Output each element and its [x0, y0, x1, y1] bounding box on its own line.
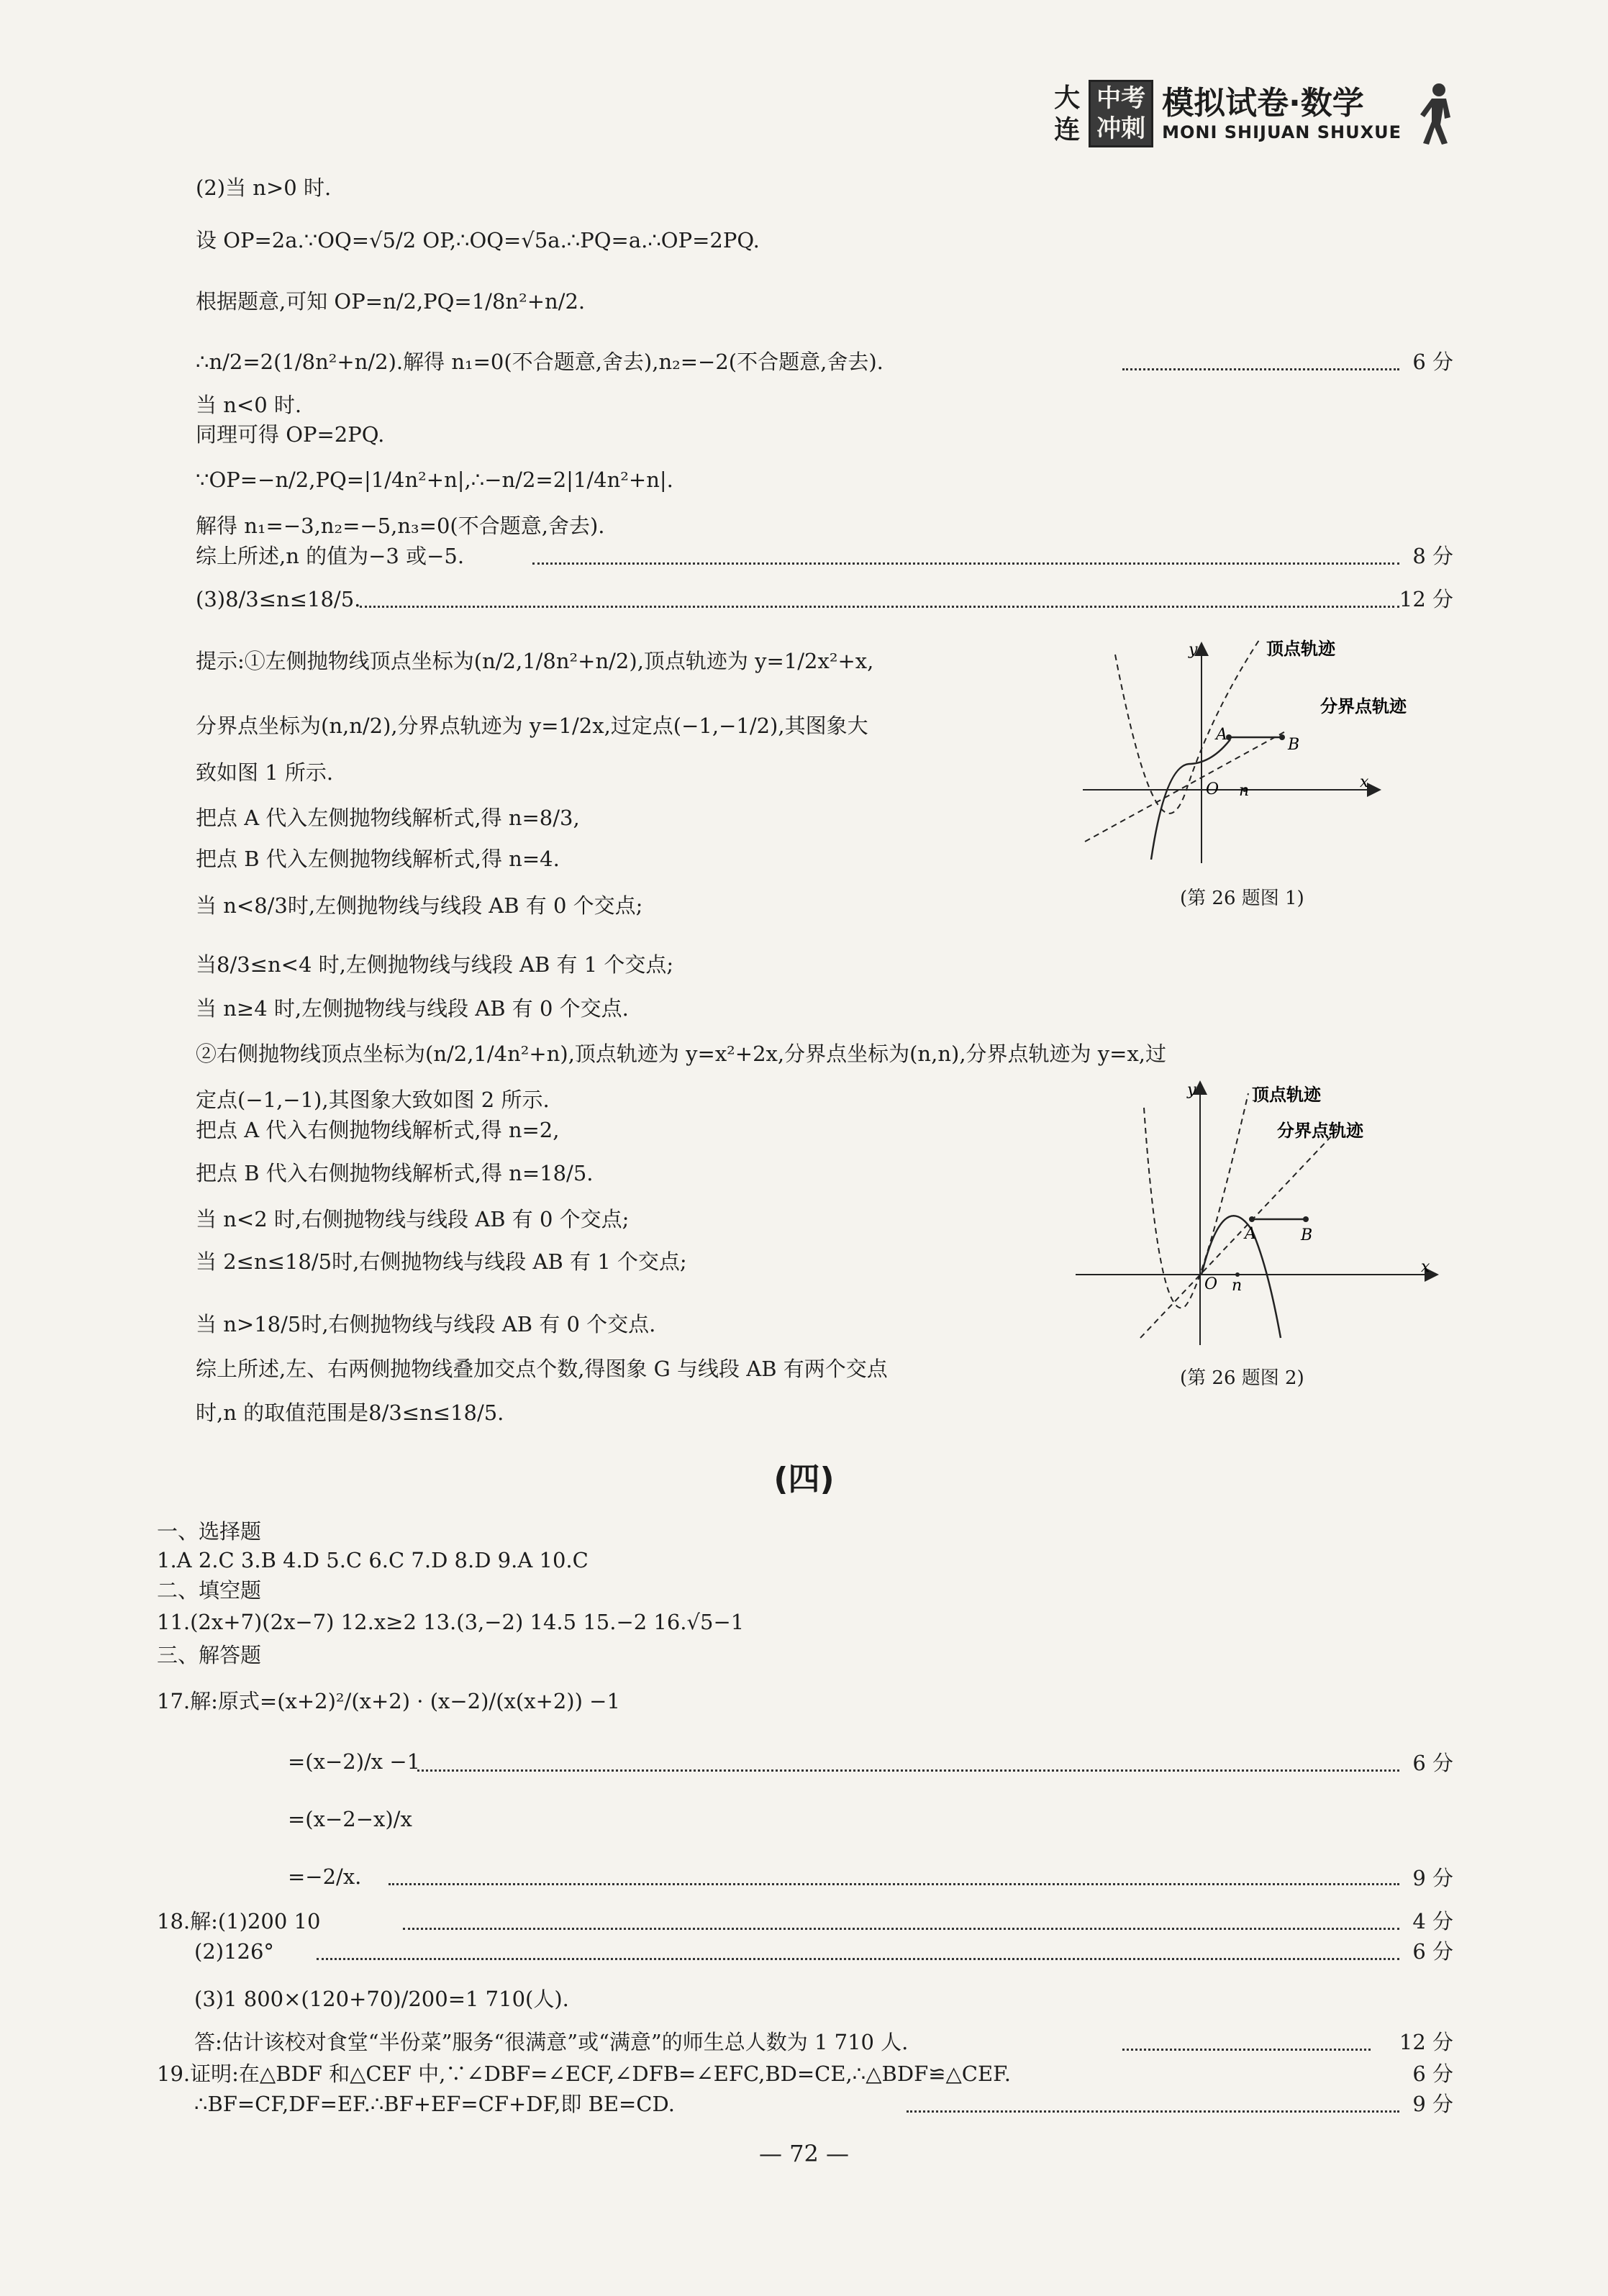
p2-line-6: 同理可得 OP=2PQ. [196, 422, 385, 447]
left-parabola-curve [1151, 739, 1230, 860]
p2-line-9: 综上所述,n 的值为−3 或−5. [196, 544, 465, 568]
dot-leader [1122, 2049, 1371, 2051]
section-title: (四) [773, 1461, 835, 1498]
answers-fill-heading: 二、填空题 [157, 1578, 262, 1603]
p2-line-4: ∴n/2=2(1/8n²+n/2).解得 n₁=0(不合题意,舍去),n₂=−2(不合题意,舍去). [196, 350, 884, 374]
q17-line-3: =(x−2−x)/x [288, 1807, 412, 1831]
hint-line-3: 致如图 1 所示. [196, 760, 334, 785]
point-b-marker [1303, 1216, 1309, 1222]
hint-line-4: 把点 A 代入左侧抛物线解析式,得 n=8/3, [196, 806, 580, 830]
q18-line-2: (2)126° [194, 1939, 274, 1964]
hint-line-1: 提示:①左侧抛物线顶点坐标为(n/2,1/8n²+n/2),顶点轨迹为 y=1/2x²+x, [196, 649, 874, 673]
vertex-trajectory-curve [1115, 640, 1259, 814]
q18-line-2-score: 6 分 [1412, 1939, 1453, 1964]
header-badge [1089, 80, 1153, 147]
q17-line-2: =(x−2)/x −1 [288, 1749, 421, 1774]
dot-leader [403, 1928, 1399, 1930]
q19-line-1-score: 6 分 [1412, 2062, 1453, 2086]
header-badge-line2: 冲刺 [1096, 114, 1146, 143]
dot-leader [317, 1958, 1399, 1960]
dot-leader [532, 562, 1399, 565]
answers-fill-items: 11.(2x+7)(2x−7) 12.x≥2 13.(3,−2) 14.5 15.−2 16.√5−1 [157, 1610, 745, 1634]
dot-leader [1122, 368, 1399, 370]
p2-line-2: 设 OP=2a.∵OQ=√5/2 OP,∴OQ=√5a.∴PQ=a.∴OP=2PQ. [196, 228, 760, 252]
hint-line-9: ②右侧抛物线顶点坐标为(n/2,1/4n²+n),顶点轨迹为 y=x²+2x,分界点坐标为(n,n),分界点轨迹为 y=x,过 [196, 1042, 1167, 1066]
fig2-n-label: n [1232, 1277, 1243, 1295]
hint-line-13: 当 n<2 时,右侧抛物线与线段 AB 有 0 个交点; [196, 1207, 630, 1231]
fig2-a-label: A [1245, 1225, 1256, 1243]
p2-line-4-score: 6 分 [1412, 350, 1453, 374]
dot-leader [417, 1769, 1399, 1772]
p2-line-1: (2)当 n>0 时. [196, 176, 332, 200]
figure-2-caption: (第 26 题图 2) [1180, 1367, 1304, 1389]
figure-1-caption: (第 26 题图 1) [1180, 888, 1304, 909]
hint-line-8: 当 n≥4 时,左侧抛物线与线段 AB 有 0 个交点. [196, 996, 629, 1021]
p2-line-5: 当 n<0 时. [196, 393, 302, 417]
point-b-marker [1279, 734, 1285, 740]
q17-line-4-score: 9 分 [1412, 1866, 1453, 1890]
dot-leader [389, 1883, 1399, 1885]
q18-line-4: 答:估计该校对食堂“半份菜”服务“很满意”或“满意”的师生总人数为 1 710 人. [194, 2030, 909, 2054]
p2-line-9-score: 8 分 [1412, 544, 1453, 568]
divider-trajectory-line [1085, 730, 1288, 842]
header-subtitle: MONI SHIJUAN SHUXUE [1162, 122, 1402, 142]
p2-line-10-score: 12 分 [1399, 587, 1453, 611]
header-city-line2: 连 [1054, 114, 1081, 145]
fig2-divider-label: 分界点轨迹 [1277, 1120, 1363, 1141]
q18-line-1: 18.解:(1)200 10 [157, 1909, 321, 1933]
fig2-x-label: x [1421, 1258, 1430, 1276]
hint-line-15: 当 n>18/5时,右侧抛物线与线段 AB 有 0 个交点. [196, 1312, 656, 1336]
point-a-marker [1249, 1216, 1255, 1222]
fig1-vertex-label: 顶点轨迹 [1266, 638, 1335, 659]
q17-line-2-score: 6 分 [1412, 1751, 1453, 1775]
header-city [1054, 82, 1080, 145]
hint-line-12: 把点 B 代入右侧抛物线解析式,得 n=18/5. [196, 1161, 594, 1185]
fig1-n-label: n [1239, 782, 1250, 800]
q19-line-1: 19.证明:在△BDF 和△CEF 中,∵∠DBF=∠ECF,∠DFB=∠EFC,BD=CE,∴△BDF≌△CEF. [157, 2062, 1011, 2086]
page-number: — 72 — [758, 2140, 850, 2167]
answers-choice-items: 1.A 2.C 3.B 4.D 5.C 6.C 7.D 8.D 9.A 10.C [157, 1548, 589, 1572]
fig1-a-label: A [1216, 726, 1227, 744]
fig1-divider-label: 分界点轨迹 [1320, 696, 1407, 716]
page-header [1054, 78, 1461, 150]
header-title-block [1162, 85, 1402, 142]
q18-line-3: (3)1 800×(120+70)/200=1 710(人). [194, 1987, 569, 2011]
fig2-origin-label: O [1204, 1275, 1218, 1293]
p2-line-3: 根据题意,可知 OP=n/2,PQ=1/8n²+n/2. [196, 289, 586, 314]
q19-line-2-score: 9 分 [1412, 2092, 1453, 2116]
q17-line-1: 17.解:原式=(x+2)²/(x+2) · (x−2)/(x(x+2)) −1 [157, 1689, 620, 1713]
hint-line-5: 把点 B 代入左侧抛物线解析式,得 n=4. [196, 847, 560, 871]
header-title: 模拟试卷·数学 [1162, 85, 1364, 122]
p2-line-7: ∵OP=−n/2,PQ=|1/4n²+n|,∴−n/2=2|1/4n²+n|. [196, 468, 673, 492]
header-badge-line1: 中考 [1096, 84, 1146, 113]
answers-choice-heading: 一、选择题 [157, 1519, 262, 1544]
vertex-trajectory-curve [1144, 1093, 1248, 1308]
dot-leader [360, 606, 1399, 608]
q17-line-4: =−2/x. [288, 1864, 362, 1889]
figure-1 [1072, 633, 1407, 870]
p2-line-8: 解得 n₁=−3,n₂=−5,n₃=0(不合题意,舍去). [196, 514, 605, 538]
hint-line-16: 综上所述,左、右两侧抛物线叠加交点个数,得图象 G 与线段 AB 有两个交点 [196, 1357, 888, 1381]
hint-line-14: 当 2≤n≤18/5时,右侧抛物线与线段 AB 有 1 个交点; [196, 1249, 687, 1274]
fig2-b-label: B [1301, 1226, 1313, 1244]
p2-line-10: (3)8/3≤n≤18/5. [196, 587, 361, 611]
header-city-line1: 大 [1054, 83, 1081, 113]
hint-line-11: 把点 A 代入右侧抛物线解析式,得 n=2, [196, 1118, 560, 1142]
hint-line-17: 时,n 的取值范围是8/3≤n≤18/5. [196, 1400, 504, 1425]
q18-line-1-score: 4 分 [1412, 1909, 1453, 1933]
q19-line-2: ∴BF=CF,DF=EF.∴BF+EF=CF+DF,即 BE=CD. [194, 2092, 675, 2116]
hint-line-2: 分界点坐标为(n,n/2),分界点轨迹为 y=1/2x,过定点(−1,−1/2),其图象大 [196, 714, 868, 738]
hint-line-6: 当 n<8/3时,左侧抛物线与线段 AB 有 0 个交点; [196, 893, 643, 918]
figure-2 [1072, 1079, 1439, 1352]
runner-logo-icon [1410, 81, 1461, 146]
fig2-y-label: y [1187, 1081, 1196, 1099]
hint-line-7: 当8/3≤n<4 时,左侧抛物线与线段 AB 有 1 个交点; [196, 952, 674, 977]
fig2-vertex-label: 顶点轨迹 [1252, 1084, 1321, 1105]
fig1-x-label: x [1360, 773, 1369, 791]
q18-line-4-score: 12 分 [1399, 2030, 1453, 2054]
fig1-y-label: y [1189, 641, 1198, 659]
dot-leader [907, 2110, 1399, 2113]
fig1-origin-label: O [1206, 780, 1219, 798]
fig1-b-label: B [1288, 736, 1300, 754]
answers-solve-heading: 三、解答题 [157, 1643, 262, 1667]
hint-line-10: 定点(−1,−1),其图象大致如图 2 所示. [196, 1088, 550, 1112]
